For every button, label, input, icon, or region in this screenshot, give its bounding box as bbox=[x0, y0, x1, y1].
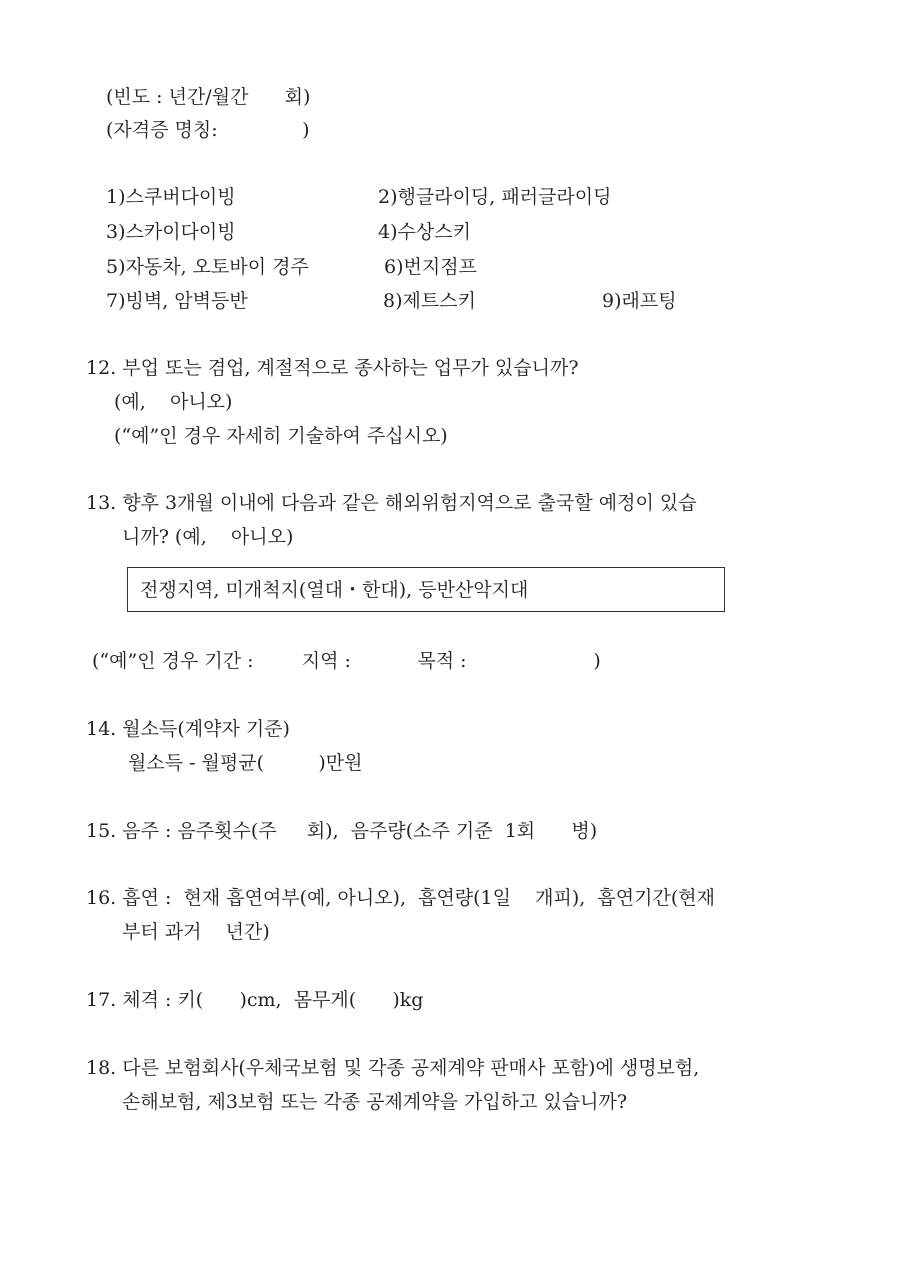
risk-region-box bbox=[127, 567, 725, 612]
q15-question: 15. 음주 : 음주횟수(주 회), 음주량(소주 기준 1회 병) bbox=[86, 820, 598, 842]
q13-question-line2: 니까? (예, 아니오) bbox=[122, 526, 294, 548]
q18-question-line1: 18. 다른 보험회사(우체국보험 및 각종 공제계약 판매사 포함)에 생명보험, bbox=[86, 1057, 700, 1079]
q13-question-line1: 13. 향후 3개월 이내에 다음과 같은 해외위험지역으로 출국할 예정이 있습 bbox=[86, 492, 697, 514]
activity-item: 5)자동차, 오토바이 경주 bbox=[106, 256, 309, 278]
activity-item: 7)빙벽, 암벽등반 bbox=[106, 290, 248, 312]
activity-item: 4)수상스키 bbox=[378, 221, 471, 243]
activity-item: 9)래프팅 bbox=[602, 290, 677, 312]
q14-question: 14. 월소득(계약자 기준) bbox=[86, 718, 290, 740]
activity-item: 6)번지점프 bbox=[384, 256, 477, 278]
certificate-line: (자격증 명칭: ) bbox=[106, 119, 310, 141]
activity-item: 2)행글라이딩, 패러글라이딩 bbox=[378, 186, 612, 208]
q16-question-line2: 부터 과거 년간) bbox=[122, 921, 270, 943]
activity-item: 1)스쿠버다이빙 bbox=[106, 186, 236, 208]
q12-note: (“예”인 경우 자세히 기술하여 주십시오) bbox=[114, 425, 448, 447]
q13-note: (“예”인 경우 기간 : 지역 : 목적 : ) bbox=[92, 650, 601, 672]
q12-options: (예, 아니오) bbox=[114, 391, 233, 413]
risk-region-text: 전쟁지역, 미개척지(열대・한대), 등반산악지대 bbox=[140, 579, 529, 601]
frequency-line: (빈도 : 년간/월간 회) bbox=[106, 86, 311, 108]
activity-item: 3)스카이다이빙 bbox=[106, 221, 236, 243]
q14-detail: 월소득 - 월평균( )만원 bbox=[128, 752, 363, 774]
q18-question-line2: 손해보험, 제3보험 또는 각종 공제계약을 가입하고 있습니까? bbox=[122, 1091, 628, 1113]
q12-question: 12. 부업 또는 겸업, 계절적으로 종사하는 업무가 있습니까? bbox=[86, 357, 579, 379]
q17-question: 17. 체격 : 키( )cm, 몸무게( )kg bbox=[86, 989, 424, 1011]
activity-item: 8)제트스키 bbox=[383, 290, 476, 312]
q16-question-line1: 16. 흡연 : 현재 흡연여부(예, 아니오), 흡연량(1일 개피), 흡연기간(현재 bbox=[86, 887, 715, 909]
